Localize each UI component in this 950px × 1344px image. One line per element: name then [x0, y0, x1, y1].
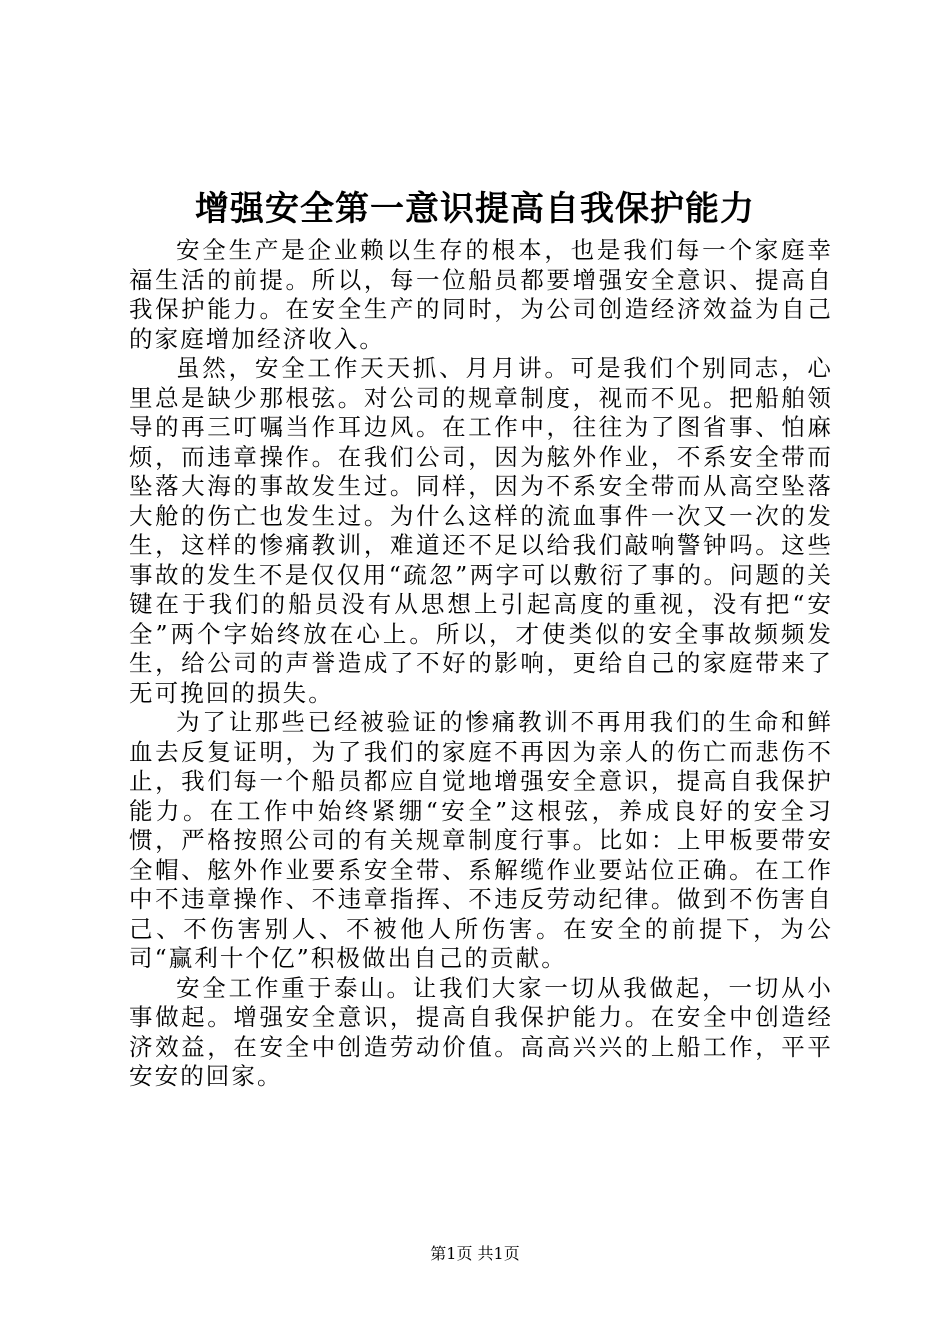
paragraph-4: 安全工作重于泰山。让我们大家一切从我做起，一切从小事做起。增强安全意识，提高自我保护能力。在安全中创造经济效益，在安全中创造劳动价值。高高兴兴的上船工作，平平安安的回家。 — [129, 973, 833, 1090]
paragraph-3: 为了让那些已经被验证的惨痛教训不再用我们的生命和鲜血去反复证明，为了我们的家庭不再因为亲人的伤亡而悲伤不止，我们每一个船员都应自觉地增强安全意识，提高自我保护能力。在工作中始终紧绷“安全”这根弦，养成良好的安全习惯，严格按照公司的有关规章制度行事。比如：上甲板要带安全帽、舷外作业要系安全带、系解缆作业要站位正确。在工作中不违章操作、不违章指挥、不违反劳动纪律。做到不伤害自己、不伤害别人、不被他人所伤害。在安全的前提下，为公司“赢利十个亿”积极做出自己的贡献。 — [129, 708, 833, 972]
paragraph-1: 安全生产是企业赖以生存的根本，也是我们每一个家庭幸福生活的前提。所以，每一位船员都要增强安全意识、提高自我保护能力。在安全生产的同时，为公司创造经济效益为自己的家庭增加经济收入。 — [129, 236, 833, 353]
page-footer: 第1页 共1页 — [430, 1244, 520, 1263]
document-body — [129, 236, 833, 1092]
paragraph-2: 虽然，安全工作天天抓、月月讲。可是我们个别同志，心里总是缺少那根弦。对公司的规章制度，视而不见。把船舶领导的再三叮嘱当作耳边风。在工作中，往往为了图省事、怕麻烦，而违章操作。在我们公司，因为舷外作业，不系安全带而坠落大海的事故发生过。同样，因为不系安全带而从高空坠落大舱的伤亡也发生过。为什么这样的流血事件一次又一次的发生，这样的惨痛教训，难道还不足以给我们敲响警钟吗。这些事故的发生不是仅仅用“疏忽”两字可以敷衍了事的。问题的关键在于我们的船员没有从思想上引起高度的重视，没有把“安全”两个字始终放在心上。所以，才使类似的安全事故频频发生，给公司的声誉造成了不好的影响，更给自己的家庭带来了无可挽回的损失。 — [129, 354, 833, 707]
document-title: 增强安全第一意识提高自我保护能力 — [195, 189, 755, 229]
